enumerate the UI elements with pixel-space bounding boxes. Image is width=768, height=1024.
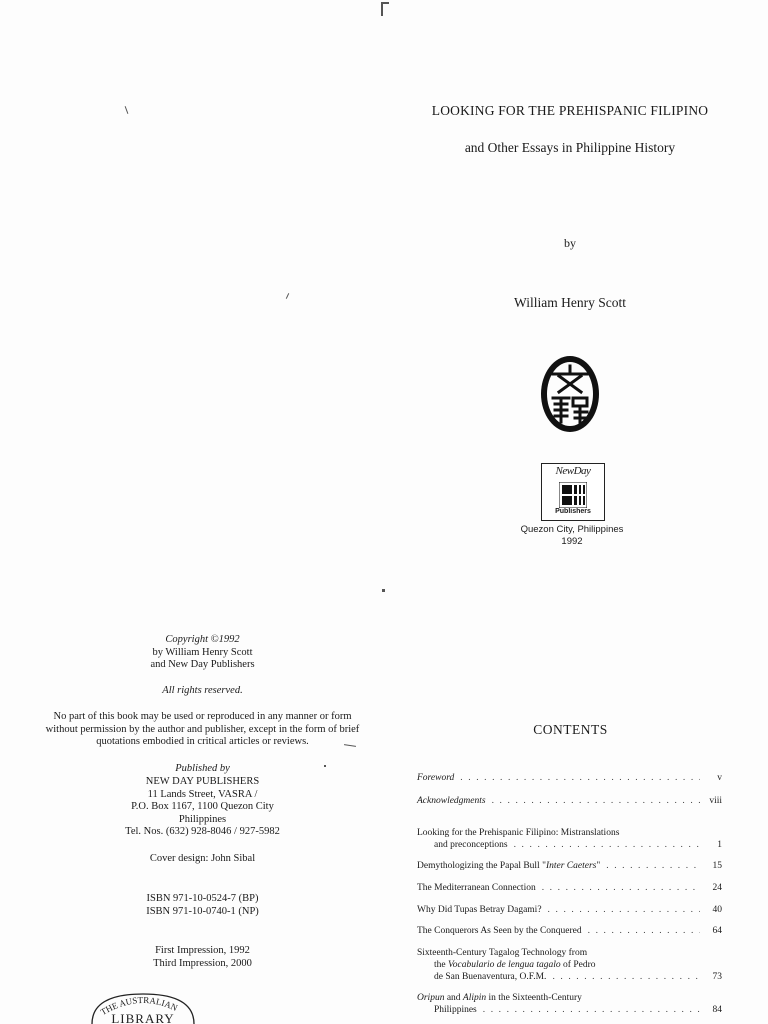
- toc-title: [417, 860, 600, 872]
- toc-entry-conquerors: [417, 925, 722, 937]
- publisher-line: P.O. Box 1167, 1100 Quezon City: [131, 801, 274, 812]
- publisher-logo: [541, 463, 605, 521]
- toc-title-italic: Alipin: [462, 993, 487, 1003]
- toc-title-part: in the Sixteenth-Century: [486, 993, 582, 1003]
- publisher-line: Philippines: [178, 813, 227, 825]
- toc-title-cont: de San Buenaventura, O.F.M.: [434, 972, 547, 982]
- toc-title-italic: Vocabulario de lengua tagalo: [447, 960, 561, 970]
- book-subtitle: and Other Essays in Philippine History: [464, 140, 676, 155]
- toc-entry-prehispanic-filipino: [417, 827, 722, 851]
- logo-subtext: Publishers: [555, 508, 591, 515]
- permission-line: quotations embodied in critical articles or reviews.: [96, 736, 309, 747]
- toc-page: 64: [712, 926, 722, 936]
- impression-list: [30, 945, 375, 970]
- toc-leader: [454, 772, 700, 784]
- toc-entry-acknowledgments: [417, 795, 722, 807]
- toc-title-italic: Inter Caeters: [545, 861, 597, 871]
- toc-title: The Conquerors As Seen by the Conquered: [417, 926, 582, 936]
- toc-entry-tupas: [417, 904, 722, 916]
- toc-title: Why Did Tupas Betray Dagami?: [417, 905, 542, 915]
- toc-page: 15: [712, 861, 722, 871]
- isbn-line: ISBN 971-10-0740-1 (NP): [146, 905, 259, 917]
- toc-page: 40: [712, 905, 722, 915]
- toc-title: [417, 992, 582, 1004]
- toc-leader: [508, 839, 700, 851]
- publisher-logo-icon: [559, 482, 587, 508]
- toc-entry-tagalog-technology: [417, 947, 722, 983]
- copyright-line: and New Day Publishers: [150, 659, 255, 670]
- copyright-line: by William Henry Scott: [152, 646, 253, 658]
- stamp-label: LIBRARY: [111, 1011, 175, 1024]
- copyright-notice: [30, 634, 375, 672]
- copyright-line: Copyright ©1992: [165, 634, 240, 645]
- scan-mark: [125, 106, 129, 114]
- isbn-line: ISBN 971-10-0524-7 (BP): [146, 893, 259, 904]
- publication-year: 1992: [561, 536, 583, 547]
- toc-title: Sixteenth-Century Tagalog Technology from: [417, 948, 588, 958]
- scan-mark: [382, 589, 385, 592]
- by-line: by: [564, 236, 576, 250]
- permission-statement: [30, 711, 375, 749]
- publisher-line: 11 Lands Street, VASRA /: [147, 788, 258, 800]
- toc-page: 73: [712, 972, 722, 982]
- publication-place: Quezon City, Philippines: [520, 524, 624, 535]
- scan-mark: [381, 2, 389, 4]
- publication-info: [488, 524, 656, 548]
- impression-line: First Impression, 1992: [155, 945, 250, 956]
- stamp-arc-text: THE AUSTRALIAN: [98, 994, 180, 1018]
- toc-entry-oripun-alipin: [417, 992, 722, 1016]
- toc-entry-papal-bull: [417, 860, 722, 872]
- toc-leader: [582, 925, 700, 937]
- toc-title-part: of Pedro: [560, 960, 596, 970]
- isbn-list: [30, 893, 375, 918]
- toc-leader: [486, 795, 700, 807]
- toc-page: 84: [712, 1005, 722, 1015]
- toc-title: Foreword: [417, 773, 455, 783]
- publisher-address: [30, 776, 375, 839]
- permission-line: without permission by the author and publisher, except in the form of brief: [45, 723, 360, 735]
- toc-entry-foreword: [417, 772, 722, 784]
- toc-title-cont: [417, 959, 595, 971]
- rights-statement: All rights reserved.: [162, 685, 243, 696]
- toc-title-cont: Philippines: [434, 1005, 477, 1015]
- toc-leader: [542, 904, 700, 916]
- publisher-line: Tel. Nos. (632) 928-8046 / 927-5982: [125, 826, 280, 837]
- toc-page: 24: [712, 883, 722, 893]
- toc-title-part: the: [434, 960, 448, 970]
- toc-leader: [546, 971, 700, 983]
- toc-title: Acknowledgments: [417, 796, 486, 806]
- toc-page: v: [717, 773, 722, 783]
- author-name: William Henry Scott: [514, 295, 626, 310]
- toc-leader: [477, 1004, 700, 1016]
- toc-entry-mediterranean: [417, 882, 722, 894]
- toc-title: Looking for the Prehispanic Filipino: Mistranslations: [417, 828, 620, 838]
- toc-page: 1: [717, 840, 722, 850]
- impression-line: Third Impression, 2000: [153, 957, 252, 969]
- toc-title-part: and: [444, 993, 463, 1003]
- toc-leader: [536, 882, 700, 894]
- toc-page: viii: [709, 796, 722, 806]
- book-title: LOOKING FOR THE PREHISPANIC FILIPINO: [431, 103, 709, 118]
- toc-leader: [600, 860, 700, 872]
- toc-title-part: ": [596, 861, 601, 871]
- cover-design-credit: Cover design: John Sibal: [149, 853, 256, 864]
- contents-heading: CONTENTS: [533, 722, 608, 737]
- toc-title-part: Demythologizing the Papal Bull ": [417, 861, 546, 871]
- toc-title-cont: and preconceptions: [434, 840, 508, 850]
- published-by-label: Published by: [175, 763, 230, 774]
- logo-wordmark: NewDay: [555, 465, 591, 477]
- toc-title: The Mediterranean Connection: [417, 883, 536, 893]
- toc-title-italic: Oripun: [417, 993, 445, 1003]
- seal-icon: [539, 354, 601, 434]
- scan-mark: [286, 293, 289, 299]
- scan-mark: [381, 2, 383, 16]
- permission-line: No part of this book may be used or reproduced in any manner or form: [53, 711, 352, 722]
- library-stamp-icon: [88, 990, 198, 1024]
- publisher-line: NEW DAY PUBLISHERS: [145, 776, 260, 787]
